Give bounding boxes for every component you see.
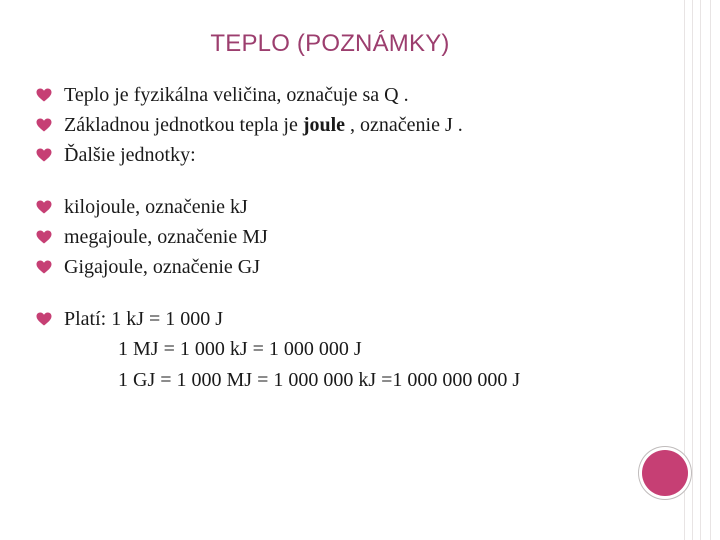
item-text: Teplo je fyzikálna veličina, označuje sa bbox=[64, 84, 385, 106]
unit-symbol-text: J bbox=[445, 114, 453, 136]
heart-bullet-icon bbox=[36, 148, 52, 162]
item-text: Ďalšie jednotky: bbox=[64, 144, 196, 166]
bullet-item bbox=[36, 192, 656, 222]
decorative-rail-line bbox=[700, 0, 701, 540]
heart-bullet-icon bbox=[36, 200, 52, 214]
unit-name-text: joule bbox=[302, 114, 346, 136]
item-text: . bbox=[452, 114, 463, 136]
item-text: megajoule, označenie MJ bbox=[64, 226, 268, 248]
symbol-text: Q bbox=[384, 84, 399, 106]
decorative-rail-line bbox=[692, 0, 693, 540]
item-text: Gigajoule, označenie GJ bbox=[64, 256, 261, 278]
item-text: kilojoule, označenie kJ bbox=[64, 196, 248, 218]
heart-bullet-icon bbox=[36, 88, 52, 102]
heart-bullet-icon bbox=[36, 118, 52, 132]
decorative-rail-line bbox=[684, 0, 685, 540]
item-text: , označenie bbox=[345, 114, 445, 136]
heart-bullet-icon bbox=[36, 312, 52, 326]
heart-bullet-icon bbox=[36, 230, 52, 244]
item-text: . bbox=[398, 84, 409, 106]
item-text: Platí: 1 kJ = 1 000 J bbox=[64, 308, 224, 330]
bullet-item bbox=[36, 80, 656, 110]
decorative-circle bbox=[642, 450, 688, 496]
slide-content bbox=[36, 80, 656, 396]
bullet-item bbox=[36, 110, 656, 140]
bullet-item bbox=[36, 304, 656, 334]
bullet-group-conversions bbox=[36, 304, 656, 396]
bullet-item bbox=[36, 222, 656, 252]
slide-title: TEPLO (POZNÁMKY) bbox=[210, 30, 450, 57]
bullet-item bbox=[36, 252, 656, 282]
item-text: Základnou jednotkou tepla je bbox=[64, 114, 303, 136]
bullet-item bbox=[36, 140, 656, 170]
conversion-line: 1 MJ = 1 000 kJ = 1 000 000 J bbox=[118, 338, 362, 360]
bullet-group-units bbox=[36, 192, 656, 282]
decorative-rail-line bbox=[710, 0, 711, 540]
bullet-group-definition bbox=[36, 80, 656, 170]
conversion-line: 1 GJ = 1 000 MJ = 1 000 000 kJ =1 000 000 000 J bbox=[118, 369, 521, 391]
heart-bullet-icon bbox=[36, 260, 52, 274]
